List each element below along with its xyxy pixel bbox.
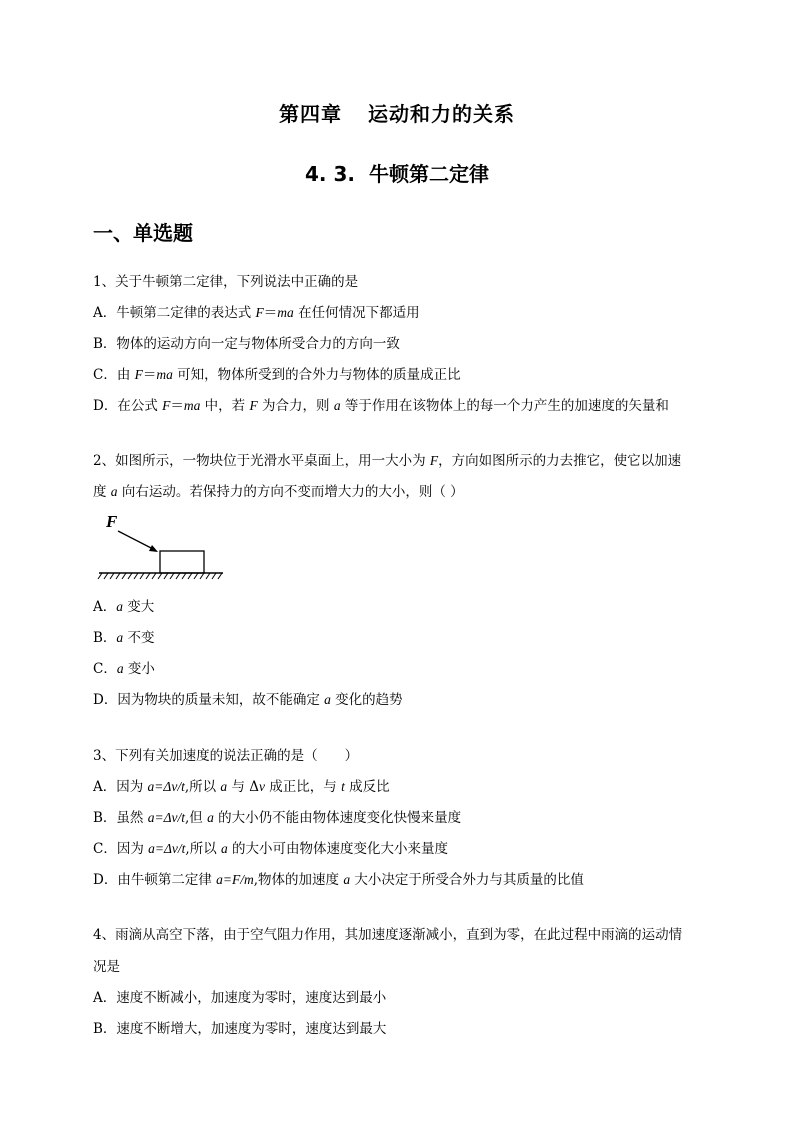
q3-a-text: A．因为 (93, 779, 148, 795)
q1-a-text: A．牛顿第二定律的表达式 (93, 305, 256, 321)
q2-stem2-text: 度 (93, 484, 111, 500)
q1-d-equals: ＝ (170, 398, 184, 414)
q2-c-text-end: 变小 (123, 661, 155, 677)
q3-c-var-a: a (221, 841, 228, 856)
q3-c-text: C．因为 (93, 841, 149, 857)
q3-d-text-mid: ,物体的加速度 (253, 872, 344, 888)
q2-stem2-var-a: a (110, 484, 118, 499)
chapter-number: 第四章 (279, 102, 342, 126)
q2-stem-text: 2、如图所示，一物块位于光滑水平桌面上，用一大小为 (93, 453, 430, 469)
q4-option-a: A．速度不断减小，加速度为零时，速度达到最小 (93, 990, 387, 1006)
q2-d-text-end: 变化的趋势 (330, 692, 403, 708)
q1-option-c (93, 366, 461, 384)
q3-c-text-mid: ,所以 (185, 841, 221, 857)
q3-d-text-end: 大小决定于所受合外力与其质量的比值 (350, 872, 584, 888)
q2-option-d (93, 691, 403, 709)
q2-option-b (93, 629, 154, 647)
q1-d-var-f: F (162, 398, 171, 413)
q1-d-text: D．在公式 (93, 398, 163, 414)
section-heading (0, 158, 794, 187)
force-arrow-head (149, 545, 158, 552)
part-title: 一、单选题 (93, 221, 193, 245)
q2-option-c (93, 660, 155, 678)
block (160, 551, 204, 573)
q3-b-formula: a=Δv/t (147, 810, 185, 825)
q2-stem-line1 (93, 452, 681, 470)
q1-c-text: C．由 (93, 367, 135, 383)
q2-stem-line2 (93, 483, 464, 501)
q3-stem: 3、下列有关加速度的说法正确的是（ ） (93, 748, 359, 764)
q1-c-var-f: F (134, 367, 143, 382)
q3-a-text-mid3: 成正比，与 (265, 779, 342, 795)
q4-option-b: B．速度不断增大，加速度为零时，速度达到最大 (93, 1021, 387, 1037)
q3-a-var-v: v (259, 779, 266, 794)
q3-b-text-end: 的大小仍不能由物体速度变化快慢来量度 (213, 810, 462, 826)
q3-d-var-a: a (343, 872, 351, 887)
q2-c-var-a: a (116, 661, 124, 676)
q1-d-var-ma: ma (183, 398, 201, 413)
q2-a-var-a: a (116, 599, 123, 614)
q2-stem-text-end: ，方向如图所示的力去推它，使它以加速 (438, 453, 682, 469)
q1-option-d (93, 397, 669, 415)
q1-a-text-end: 在任何情况下都适用 (293, 305, 420, 321)
q2-option-a (93, 598, 154, 616)
q1-d-text-end: 等于作用在该物体上的每一个力产生的加速度的矢量和 (340, 398, 669, 414)
q3-a-text-mid: ,所以 (184, 779, 221, 795)
q2-a-text: A． (93, 599, 117, 615)
table-hatching (98, 573, 222, 579)
q2-b-var-a: a (116, 630, 124, 645)
q1-a-var-f: F (255, 305, 264, 320)
q1-option-a (93, 304, 420, 322)
q1-d-text-mid: 中，若 (200, 398, 250, 414)
q3-a-text-end: 成反比 (344, 779, 390, 795)
q2-a-text-end: 变大 (123, 599, 155, 615)
q4-stem-line1: 4、雨滴从高空下落，由于空气阻力作用，其加速度逐渐减小，直到为零，在此过程中雨滴的运动情 (93, 927, 683, 943)
q1-c-equals: ＝ (142, 367, 157, 383)
q1-d-var-f2: F (249, 398, 258, 413)
q3-c-formula: a=Δv/t (148, 841, 186, 856)
q1-c-var-ma: ma (156, 367, 173, 382)
q2-d-text: D．因为物块的质量未知，故不能确定 (93, 692, 325, 708)
q2-c-text: C． (93, 661, 117, 677)
q3-c-text-end: 的大小可由物体速度变化大小来量度 (227, 841, 449, 857)
q3-option-b (93, 809, 461, 827)
q2-b-text: B． (93, 630, 117, 646)
q3-b-var-a: a (207, 810, 214, 825)
q3-d-formula: a=F/m (216, 872, 254, 887)
q1-d-text-mid2: 为合力，则 (257, 398, 334, 414)
section-title: 牛顿第二定律 (369, 162, 489, 186)
q1-d-var-a: a (333, 398, 341, 413)
q3-a-text-mid2: 与 Δ (227, 779, 260, 795)
q3-b-text: B．虽然 (93, 810, 148, 826)
q2-stem2-text-end: 向右运动。若保持力的方向不变而增大力的大小，则（ ） (117, 484, 464, 500)
q2-stem-var-f: F (429, 453, 439, 468)
chapter-heading (0, 98, 794, 127)
q1-option-b: B．物体的运动方向一定与物体所受合力的方向一致 (93, 336, 400, 352)
force-arrow-shaft (118, 531, 155, 550)
chapter-title: 运动和力的关系 (368, 102, 515, 126)
q1-stem: 1、关于牛顿第二定律，下列说法中正确的是 (93, 274, 359, 290)
q3-a-var-a: a (220, 779, 228, 794)
q2-d-var-a: a (324, 692, 331, 707)
q1-c-text-end: 可知，物体所受到的合外力与物体的质量成正比 (172, 367, 461, 383)
force-label: F (106, 512, 118, 531)
block-on-table-figure (96, 511, 226, 581)
q3-option-d (93, 871, 584, 889)
q2-b-text-end: 不变 (123, 630, 155, 646)
q3-option-c (93, 840, 448, 858)
q1-a-var-ma: ma (277, 305, 294, 320)
q3-option-a (93, 778, 390, 796)
section-number: 4. 3. (305, 162, 355, 186)
q1-a-equals: ＝ (263, 305, 278, 321)
q3-a-var-t: t (341, 779, 345, 794)
q4-stem-line2: 况是 (93, 959, 120, 975)
force-diagram (96, 511, 226, 581)
q3-d-text: D．由牛顿第二定律 (93, 872, 217, 888)
q3-a-formula: a=Δv/t (147, 779, 185, 794)
q3-b-text-mid: ,但 (185, 810, 208, 826)
